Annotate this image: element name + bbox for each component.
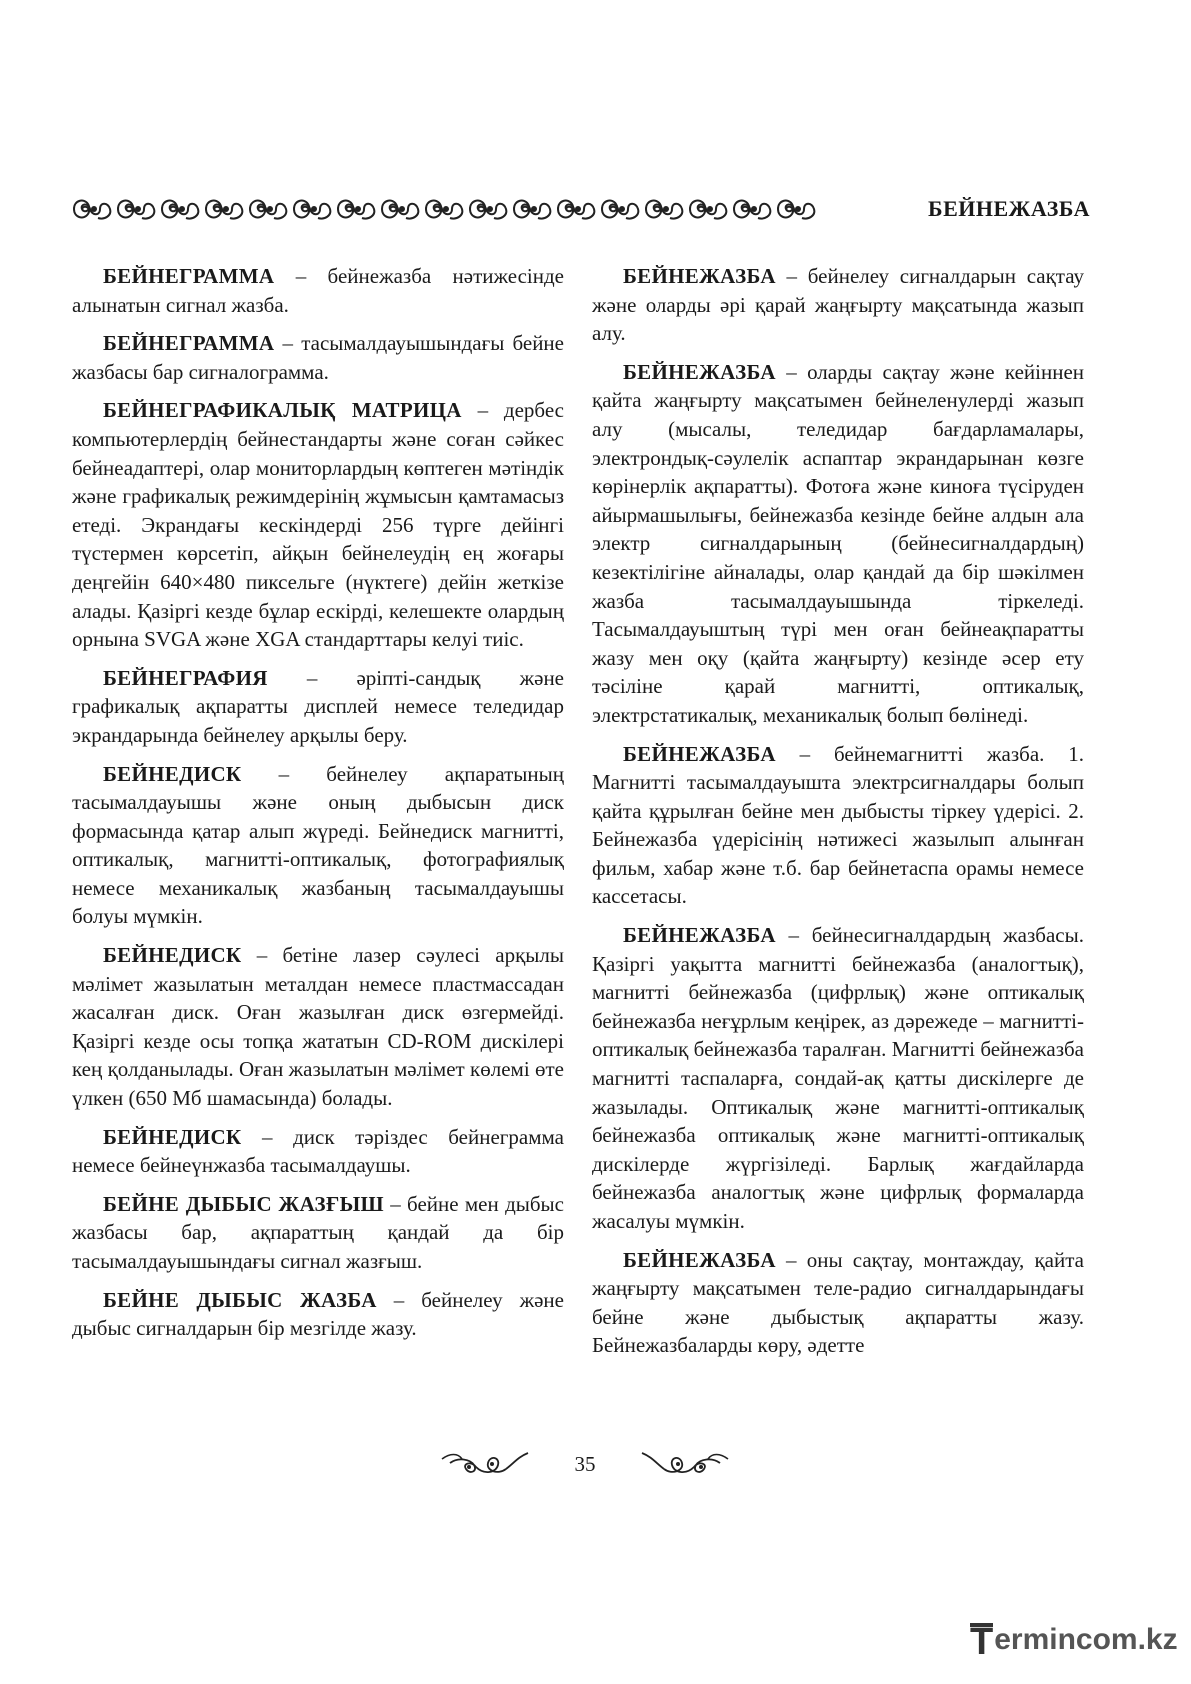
entry-term: БЕЙНЕГРАФИКАЛЫҚ МАТРИЦА <box>103 398 462 423</box>
ornament-motif <box>602 201 638 219</box>
entry-definition: – бейнесигналдардың жазбасы. Қазіргі уақытта магнитті бейнежазба (аналогтық), магнитті бейнежазба (цифрлық) және оптикалық бейнежазба неғұрлым кеңірек, аз дәрежеде – магнитті-оптикалық бейнежазба таралған. Магнитті бейнежазба магнитті таспаларға, сондай-ақ қатты дискілерге де жазылады. Оптикалық және магнитті-оптикалық бейнежазба оптикалық және магнитті-оптикалық дискілерде жүргізіледі. Барлық жағдайларда бейнежазба аналогтық және цифрлық формаларда жасалуы мүмкін. <box>592 923 1084 1233</box>
page-number: 35 <box>574 1452 596 1476</box>
ornament-motif <box>690 201 726 219</box>
dictionary-entry <box>592 921 1084 1236</box>
dictionary-entry <box>592 1246 1084 1360</box>
dictionary-entry <box>72 262 564 319</box>
entry-term: БЕЙНЕЖАЗБА <box>623 923 776 948</box>
watermark-logo-t: T <box>970 1621 994 1663</box>
swirl-ornament-left-icon <box>440 1451 530 1477</box>
dictionary-entry <box>72 1190 564 1276</box>
ornament-motif <box>74 201 110 219</box>
ornament-motif <box>294 201 330 219</box>
dictionary-entry <box>72 941 564 1113</box>
entry-definition: – диск тәріздес бейнеграмма немесе бейнеүнжазба тасымалдаушы. <box>72 1124 564 1178</box>
ornament-motif <box>426 201 462 219</box>
entry-term: БЕЙНЕЖАЗБА <box>623 1247 776 1272</box>
left-column <box>72 262 564 1353</box>
ornament-motif <box>778 201 814 219</box>
dictionary-entry <box>72 664 564 750</box>
header-ornament-icon <box>70 194 818 224</box>
dictionary-entry <box>72 329 564 386</box>
right-column <box>592 262 1084 1370</box>
entry-definition: – бейнемагнитті жазба. 1. Магнитті тасымалдауышта электрсигналдары болып қайта құрылған бейне мен дыбысты тіркеу үдерісі. 2. Бейнежазба үдерісінің нәтижесі жазылып алынған фильм, хабар және т.б. бар бейнетаспа орамы немесе кассетасы. <box>592 741 1084 909</box>
entry-term: БЕЙНЕЖАЗБА <box>623 741 776 766</box>
ornament-motif <box>558 201 594 219</box>
entry-definition: – дербес компьютерлердің бейнестандарты және соған сәйкес бейнеадаптері, олар мониторлардың көптеген мәтіндік және графикалық режимдерінің жұмысын қамтамасыз етеді. Экрандағы кескіндерді 256 түрге дейінгі түстермен көрсетіп, айқын бейнелеудің ең жоғары деңгейін 640×480 пиксельге (нүктеге) дейін жеткізе алады. Қазіргі кезде бұлар ескірді, келешекте олардың орнына SVGA және XGA стандарттары келуі тиіс. <box>72 398 564 652</box>
ornament-motif <box>338 201 374 219</box>
ornament-motif <box>382 201 418 219</box>
entry-definition: – бейнелеу ақпаратының тасымалдауышы және оның дыбысын диск формасында қатар алып жүреді. Бейнедиск магнитті, оптикалық, магнитті-оптикалық, фотографиялық немесе механикалық жазбаның тасымалдауышы болуы мүмкін. <box>72 761 564 929</box>
entry-term: БЕЙНЕГРАММА <box>103 264 275 288</box>
dictionary-entry <box>72 760 564 932</box>
entry-term: БЕЙНЕГРАФИЯ <box>103 665 268 690</box>
entry-term: БЕЙНЕЖАЗБА <box>623 359 776 384</box>
ornament-motif <box>118 201 154 219</box>
page-header-title: БЕЙНЕЖАЗБА <box>928 196 1090 221</box>
ornament-motif <box>734 201 770 219</box>
swirl-ornament-right-icon <box>640 1451 730 1477</box>
watermark-text: ermincom.kz <box>994 1623 1178 1656</box>
ornament-motif <box>162 201 198 219</box>
entry-definition: – бейнежазба нәтижесінде алынатын сигнал жазба. <box>72 264 564 317</box>
entry-definition: – оларды сақтау және кейіннен қайта жаңғырту мақсатымен бейнеленулерді жазып алу (мысалы, теледидар бағдарламалары, электрондық-сәулелік аспаптар экрандарынан көзге көрінерлік ақпаратты). Фотоға және киноға түсіруден айырмашылығы, бейнежазба кезінде бейне алдын ала электр сигналдарының (бейнесигналдардың) кезектілігіне айналады, олар қандай да бір шәкілмен жазба тасымалдауышында тіркеледі. Тасымалдауыштың түрі мен оған бейнеақпаратты жазу мен оқу (қайта жаңғырту) кезінде әсер ету тәсіліне қарай магнитті, оптикалық, электрстатикалық, механикалық болып бөлінеді. <box>592 359 1084 727</box>
entry-term: БЕЙНЕ ДЫБЫС ЖАЗҒЫШ <box>103 1191 384 1216</box>
dictionary-entry <box>592 740 1084 912</box>
entry-definition: – бейнелеу сигналдарын сақтау және оларды әрі қарай жаңғырту мақсатында жазып алу. <box>592 264 1084 346</box>
ornament-motif <box>514 201 550 219</box>
ornament-motif <box>250 201 286 219</box>
entry-definition: – бейнелеу және дыбыс сигналдарын бір мезгілде жазу. <box>72 1287 564 1341</box>
entry-definition: – бетіне лазер сәулесі арқылы мәлімет жазылатын металдан немесе пластмассадан жасалған диск. Оған жазылған диск өзгермейді. Қазіргі кезде осы топқа жататын CD-ROM дискілері кең қолданылады. Оған жазылатын мәлімет көлемі өте үлкен (650 Мб шамасында) болады. <box>72 943 564 1111</box>
entry-definition: – әріпті-сандық және графикалық ақпаратты дисплей немесе теледидар экрандарында бейнелеу арқылы беру. <box>72 665 564 747</box>
entry-term: БЕЙНЕ ДЫБЫС ЖАЗБА <box>103 1287 377 1312</box>
site-watermark <box>970 1620 1178 1663</box>
dictionary-entry <box>592 358 1084 730</box>
entry-term: БЕЙНЕДИСК <box>103 761 242 786</box>
entry-definition: – тасымалдауышындағы бейне жазбасы бар сигналограмма. <box>72 331 564 384</box>
entry-definition: – оны сақтау, монтаждау, қайта жаңғырту мақсатымен теле-радио сигналдарындағы бейне және дыбыстық ақпаратты жазу. Бейнежазбаларды көру, әдетте <box>592 1247 1084 1358</box>
entry-term: БЕЙНЕДИСК <box>103 1124 242 1149</box>
entry-term: БЕЙНЕГРАММА <box>103 331 275 356</box>
entry-term: БЕЙНЕЖАЗБА <box>623 264 776 288</box>
dictionary-entry <box>72 1286 564 1343</box>
entry-definition: – бейне мен дыбыс жазбасы бар, ақпараттың қандай да бір тасымалдауышындағы сигнал жазғыш. <box>72 1191 564 1273</box>
ornament-motif <box>206 201 242 219</box>
dictionary-entry <box>72 396 564 653</box>
dictionary-entry <box>72 1123 564 1180</box>
ornament-motif <box>646 201 682 219</box>
entry-term: БЕЙНЕДИСК <box>103 943 242 968</box>
dictionary-entry <box>592 262 1084 348</box>
ornament-motif <box>470 201 506 219</box>
